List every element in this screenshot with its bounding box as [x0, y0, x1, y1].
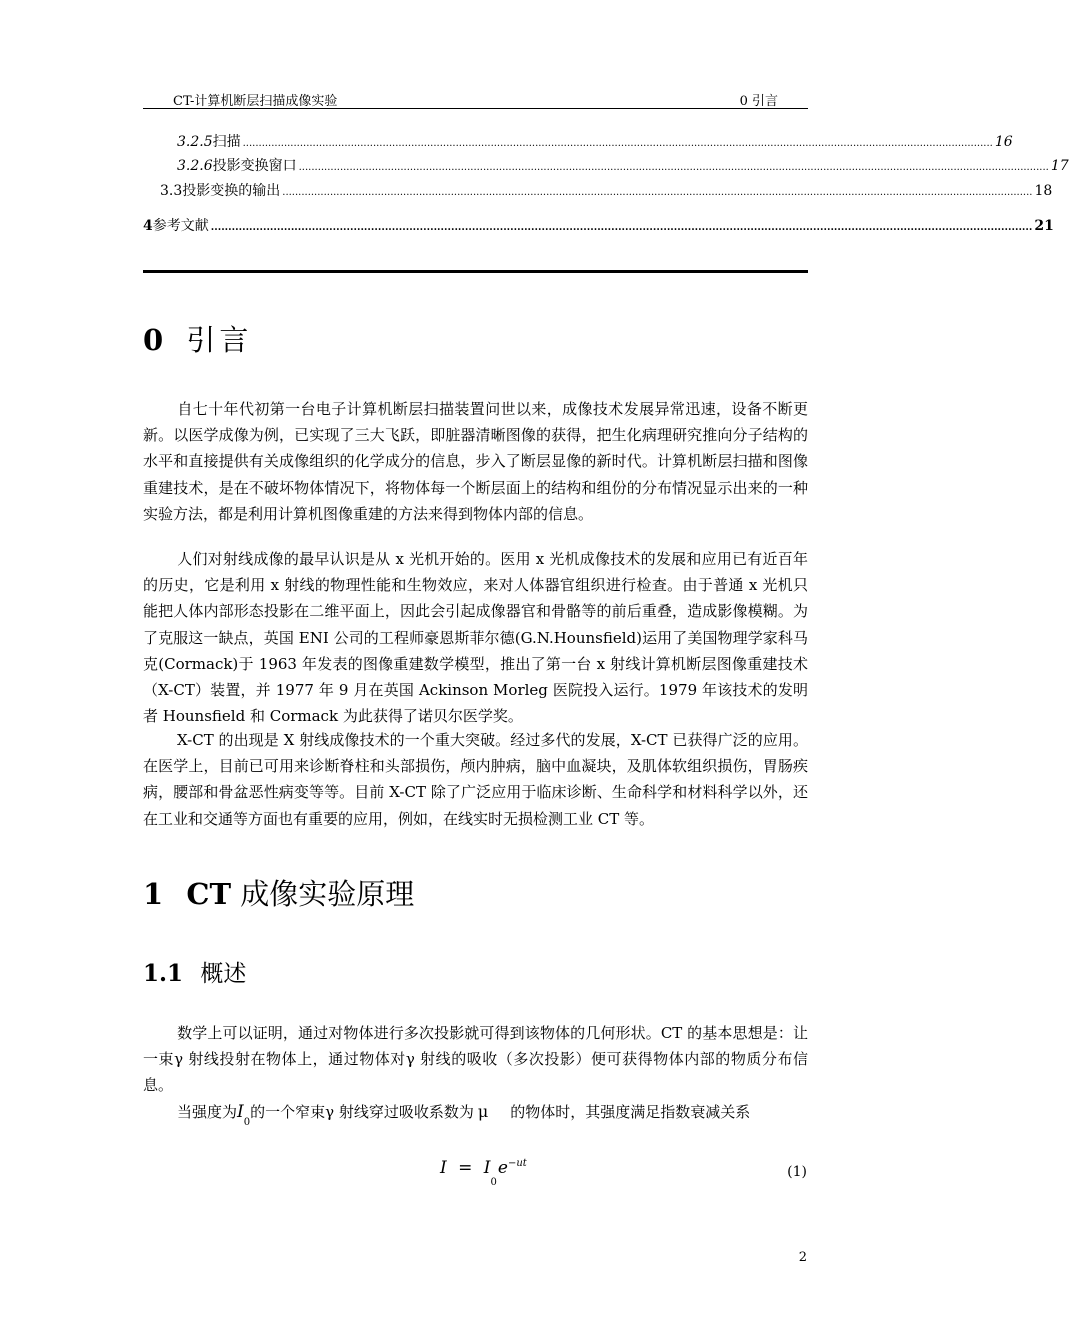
paragraph-text: 人们对射线成像的最早认识是从 x 光机开始的。医用 x 光机成像技术的发展和应用已有近百年的历史，它是利用 x 射线的物理性能和生物效应，来对人体器官组织进行检查。由于普通 x 光机只能把人体内部形态投影在二维平面上，因此会引起成像器官和骨骼等的前后重叠，造成影像模糊。为了克服这一缺点，英国 ENI 公司的工程师豪恩斯菲尔德(G.N.Hounsfield)运用了美国物理学家科马克(Cormack)于 1963 年发表的图像重建数学模型，推出了第一台 x 射线计算机断层图像重建技术（X-CT）装置，并 1977 年 9 月在英国 Ackinson Morleg 医院投入运行。1979 年该技术的发明者 Hounsfield 和 Cormack 为此获得了诺贝尔医学奖。 — [143, 550, 808, 726]
eq-exponent: −ut — [507, 1158, 527, 1169]
body-paragraph — [143, 396, 808, 527]
section-number: 1 — [143, 877, 164, 911]
toc-entry[interactable] — [143, 155, 1069, 175]
equation — [440, 1158, 527, 1188]
eq-subscript: 0 — [490, 1177, 497, 1188]
toc-entry[interactable] — [143, 215, 1054, 235]
section-number: 0 — [143, 323, 164, 357]
toc-entry[interactable] — [143, 180, 1053, 200]
paragraph-text: 的物体时，其强度满足指数衰减关系 — [510, 1103, 751, 1121]
toc-number: 4 — [143, 218, 153, 234]
toc-leader: ............................................................................................................................................................................................................................................ — [282, 187, 1033, 198]
toc-page: 17 — [1050, 158, 1069, 174]
toc-entry[interactable] — [143, 131, 1013, 151]
body-paragraph — [143, 727, 808, 832]
toc-number: 3.2.5 — [177, 134, 213, 150]
subsection-heading — [143, 955, 246, 988]
toc-number: 3.2.6 — [177, 158, 213, 174]
equation-number: (1) — [787, 1164, 807, 1180]
toc-divider — [143, 270, 808, 273]
paragraph-text: 的一个窄束γ 射线穿过吸收系数为 — [250, 1103, 474, 1121]
toc-title: 参考文献 — [152, 218, 209, 234]
eq-exponential: e — [497, 1158, 508, 1178]
eq-rhs-intensity: I — [483, 1158, 491, 1178]
toc-page: 18 — [1034, 183, 1053, 199]
subscript: 0 — [243, 1117, 251, 1128]
toc-leader: ............................................................................................................................................................................................................................................ — [242, 138, 993, 149]
body-paragraph — [143, 1099, 808, 1128]
toc-page: 21 — [1034, 218, 1054, 234]
intensity-symbol: I — [237, 1102, 244, 1122]
section-heading — [143, 318, 252, 359]
section-heading — [143, 872, 414, 913]
body-paragraph — [143, 1020, 808, 1099]
paragraph-text: 当强度为 — [177, 1103, 238, 1121]
toc-leader: ............................................................................................................................................................................................................................................ — [210, 222, 1033, 233]
toc-title: 扫描 — [212, 134, 241, 150]
section-title: 引言 — [186, 323, 253, 357]
header-section: 0 引言 — [739, 94, 778, 109]
running-header — [143, 89, 808, 109]
body-paragraph — [143, 546, 808, 729]
eq-lhs: I — [440, 1158, 447, 1178]
header-title: CT-计算机断层扫描成像实验 — [173, 94, 338, 109]
mu-symbol: μ — [477, 1102, 489, 1121]
toc-leader: ............................................................................................................................................................................................................................................ — [298, 162, 1049, 173]
toc-page: 16 — [994, 134, 1013, 150]
subsection-title: 概述 — [200, 961, 247, 987]
paragraph-text: X-CT 的出现是 X 射线成像技术的一个重大突破。经过多代的发展，X-CT 已获得广泛的应用。在医学上，目前已可用来诊断脊柱和头部损伤，颅内肿病，脑中血凝块，及肌体软组织损伤，胃肠疾病，腰部和骨盆恶性病变等等。目前 X-CT 除了广泛应用于临床诊断、生命科学和材料科学以外，还在工业和交通等方面也有重要的应用，例如，在线实时无损检测工业 CT 等。 — [143, 731, 808, 828]
toc-title: 投影变换窗口 — [212, 158, 297, 174]
toc-number: 3.3 — [160, 183, 183, 199]
eq-equals: = — [458, 1158, 473, 1178]
page-number: 2 — [798, 1250, 807, 1265]
subsection-number: 1.1 — [143, 960, 184, 987]
paragraph-text: 自七十年代初第一台电子计算机断层扫描装置问世以来，成像技术发展异常迅速，设备不断更新。以医学成像为例，已实现了三大飞跃，即脏器清晰图像的获得，把生化病理研究推向分子结构的水平和直接提供有关成像组织的化学成分的信息，步入了断层显像的新时代。计算机断层扫描和图像重建技术，是在不破坏物体情况下，将物体每一个断层面上的结构和组份的分布情况显示出来的一种实验方法，都是利用计算机图像重建的方法来得到物体内部的信息。 — [143, 400, 808, 523]
toc-title: 投影变换的输出 — [182, 183, 281, 199]
section-title-latin: CT — [186, 877, 232, 911]
paragraph-text: 数学上可以证明，通过对物体进行多次投影就可得到该物体的几何形状。CT 的基本思想是：让一束γ 射线投射在物体上，通过物体对γ 射线的吸收（多次投影）便可获得物体内部的物质分布信息。 — [143, 1024, 808, 1095]
section-title: 成像实验原理 — [240, 877, 415, 911]
